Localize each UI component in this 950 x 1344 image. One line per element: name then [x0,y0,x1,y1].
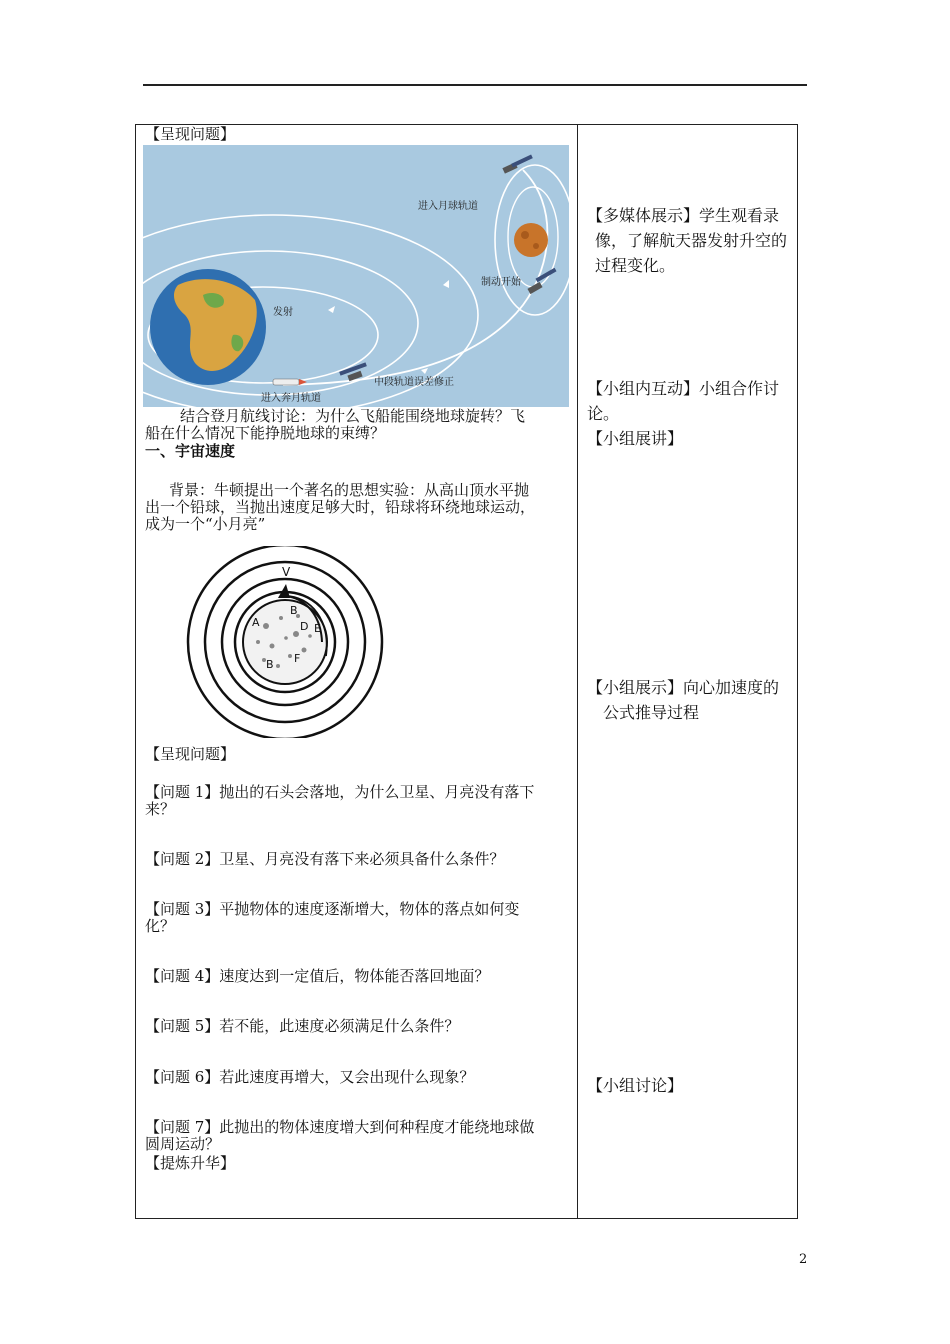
label-braking: 制动开始 [481,277,521,288]
question-1-line-1: 【问题 1】抛出的石头会落地，为什么卫星、月亮没有落下 [145,783,535,801]
question-6: 【问题 6】若此速度再增大，又会出现什么现象？ [145,1068,475,1086]
label-launch: 发射 [273,307,293,318]
question-7-line-2: 圆周运动？ [145,1135,221,1153]
discussion-line-2: 船在什么情况下能挣脱地球的束缚？ [145,424,386,442]
velocity-label: V [282,565,291,579]
group-discuss: 【小组讨论】 [587,1076,684,1095]
multimedia-line-3: 过程变化。 [595,256,676,275]
group-lecture: 【小组展讲】 [587,429,684,448]
background-line-3: 成为一个“小月亮” [145,515,266,533]
question-7-line-1: 【问题 7】此抛出的物体速度增大到何种程度才能绕地球做 [145,1118,535,1136]
present-problem-heading-2: 【呈现问题】 [145,745,236,763]
section-title: 一、宇宙速度 [145,442,236,460]
present-problem-heading: 【呈现问题】 [145,125,236,143]
question-3-line-2: 化？ [145,917,176,935]
group-show-line-1: 【小组展示】向心加速度的 [587,678,780,697]
group-interact-line-2: 论。 [587,404,620,423]
point-e-label: E [314,622,321,635]
newton-cannonball-diagram [186,546,386,738]
refine-heading: 【提炼升华】 [145,1154,236,1172]
label-midcourse: 中段轨道误差修正 [374,377,454,388]
question-3-line-1: 【问题 3】平抛物体的速度逐渐增大，物体的落点如何变 [145,900,520,918]
header-rule [143,84,807,86]
column-divider [577,124,578,1219]
group-interact-line-1: 【小组内互动】小组合作讨 [587,379,780,398]
multimedia-line-2: 像，了解航天器发射升空的 [595,231,788,250]
label-transfer: 进入奔月轨道 [261,393,321,404]
group-show-line-2: 公式推导过程 [603,703,700,722]
background-line-1: 背景：牛顿提出一个著名的思想实验：从高山顶水平抛 [169,481,530,499]
discussion-line-1: 结合登月航线讨论：为什么飞船能围绕地球旋转？飞 [180,407,526,425]
multimedia-line-1: 【多媒体展示】学生观看录 [587,206,780,225]
question-4: 【问题 4】速度达到一定值后，物体能否落回地面？ [145,967,490,985]
lunar-trajectory-diagram [143,145,569,407]
question-1-line-2: 来？ [145,800,176,818]
point-b2-label: B [266,658,274,671]
point-b-label: B [290,604,298,617]
page-number: 2 [799,1252,808,1267]
background-line-2: 出一个铅球，当抛出速度足够大时，铅球将环绕地球运动， [145,498,536,516]
question-5: 【问题 5】若不能，此速度必须满足什么条件？ [145,1017,460,1035]
label-lunar-orbit: 进入月球轨道 [418,201,478,212]
point-a-label: A [252,616,260,629]
point-d-label: D [300,620,309,633]
question-2: 【问题 2】卫星、月亮没有落下来必须具备什么条件？ [145,850,505,868]
point-f-label: F [294,652,301,665]
